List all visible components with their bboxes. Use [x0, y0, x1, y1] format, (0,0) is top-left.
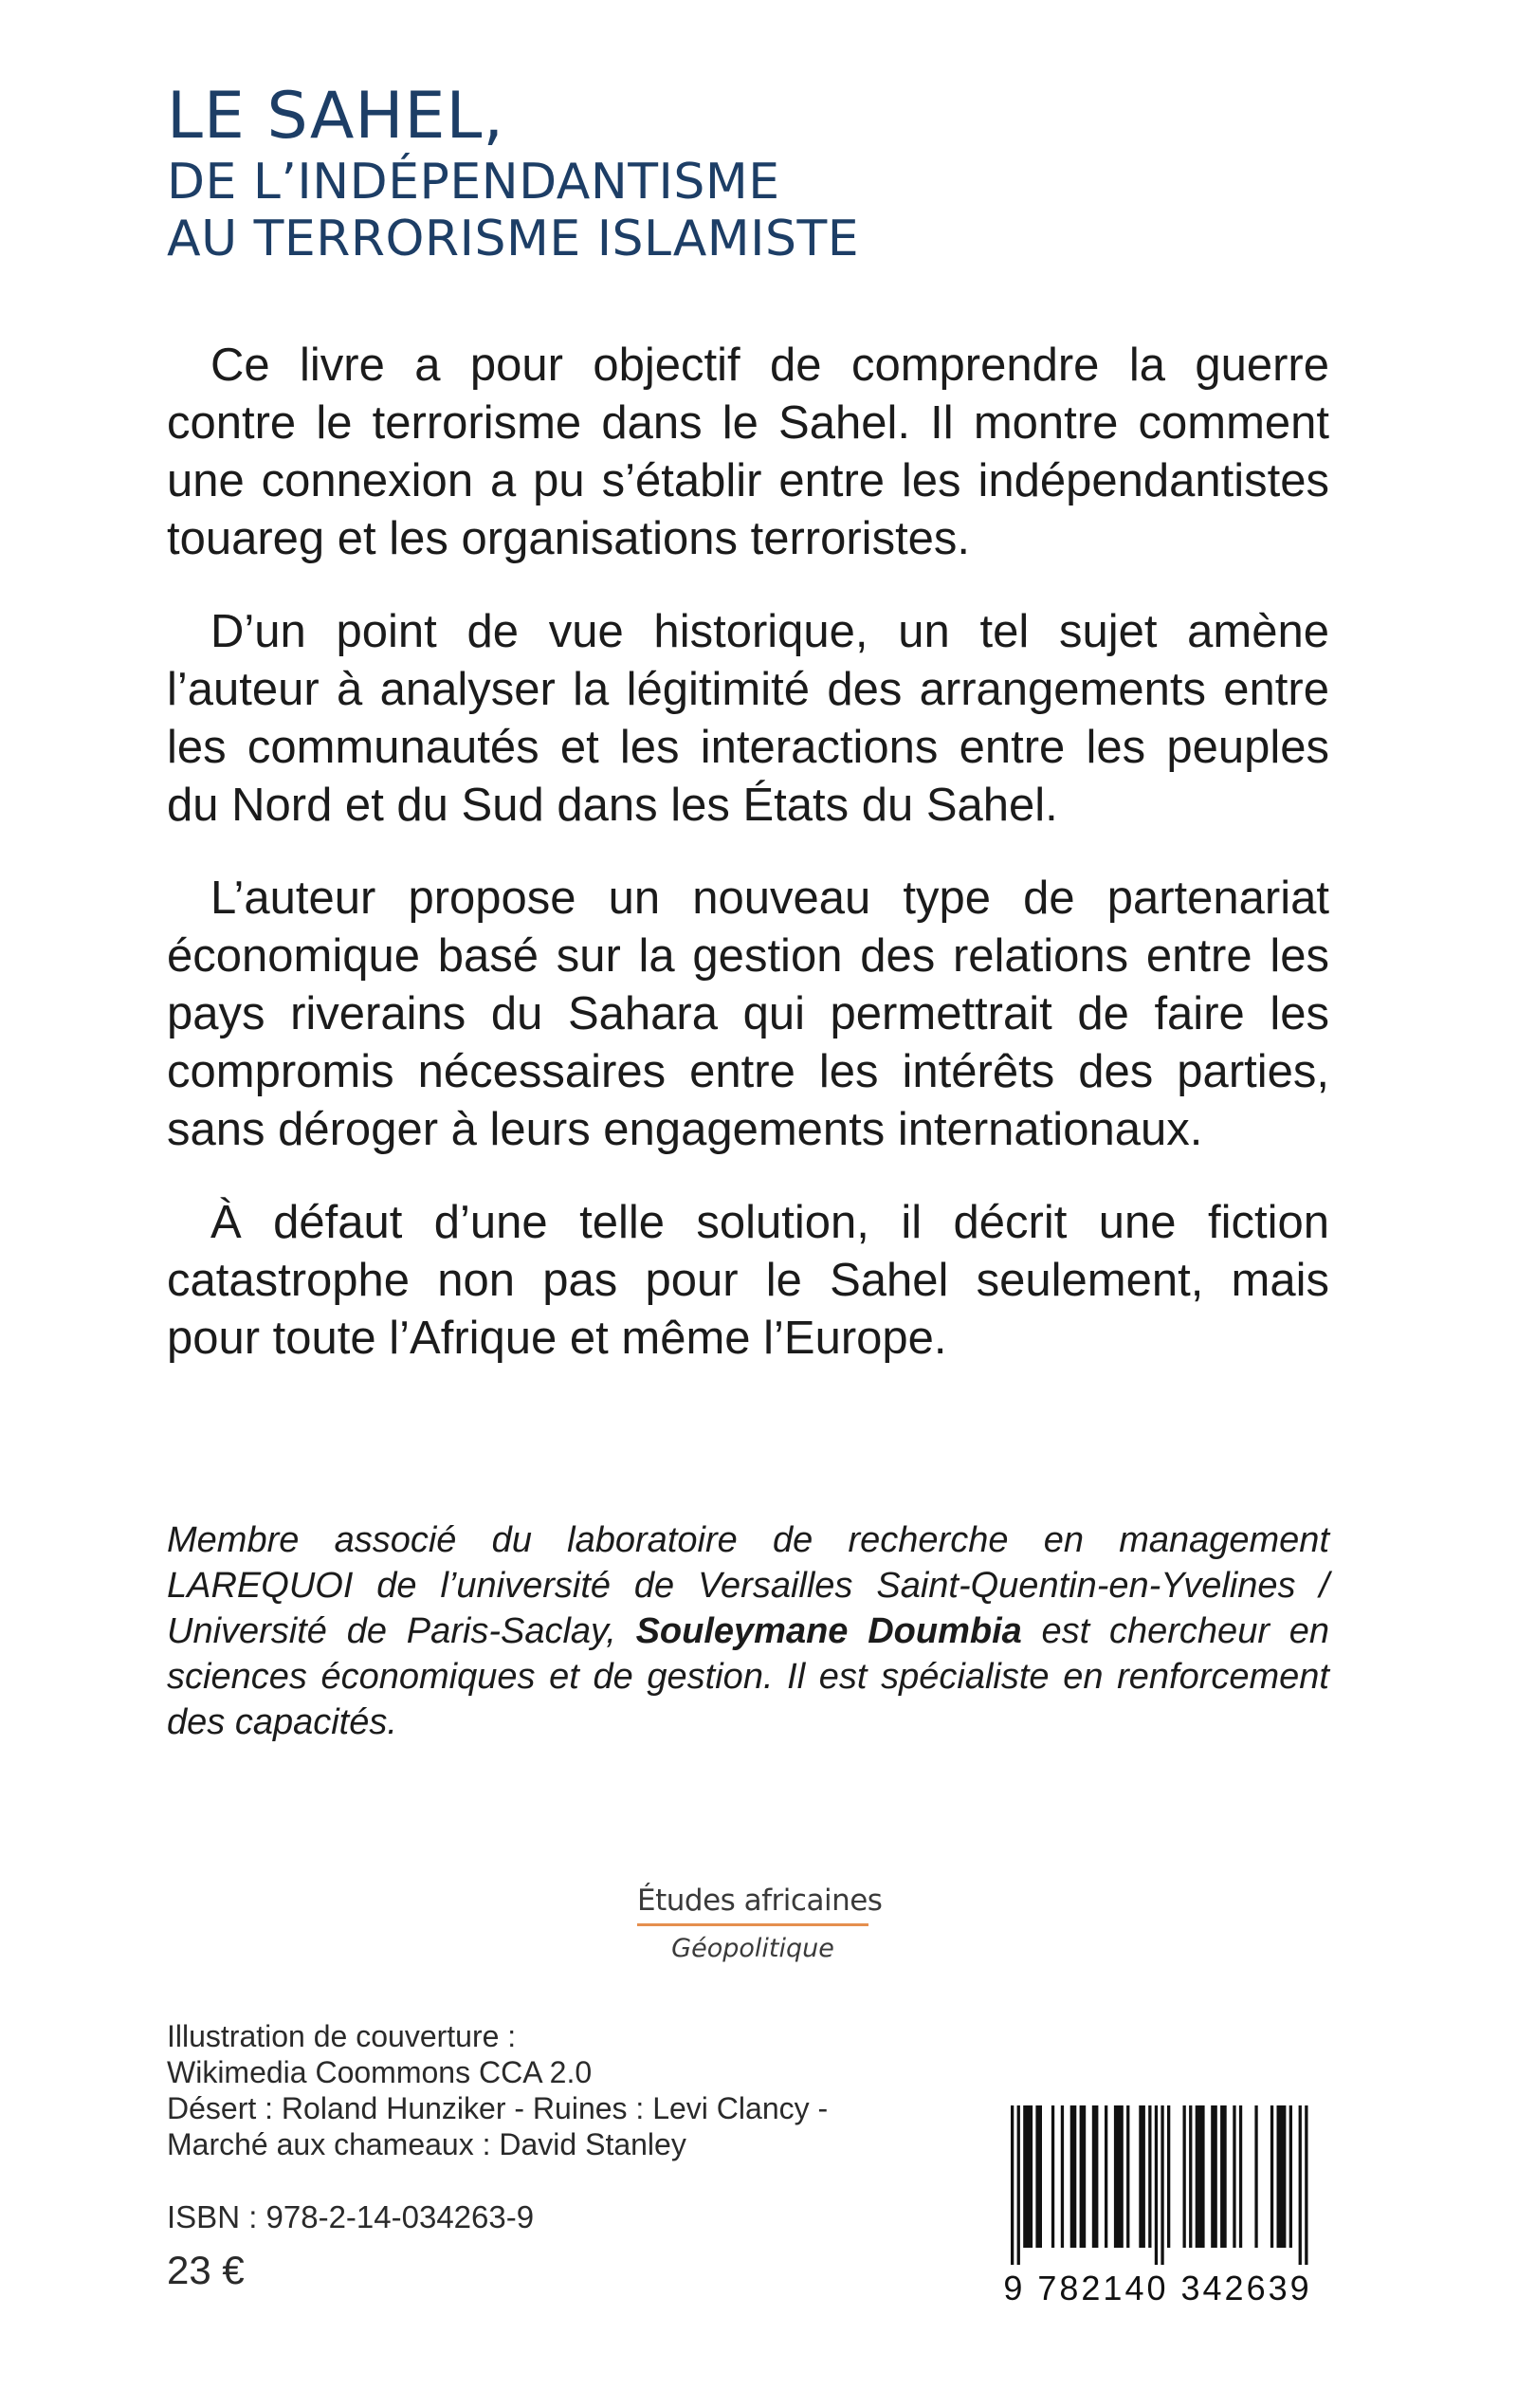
barcode-bar-27	[1289, 2105, 1292, 2248]
cover-credits	[167, 2018, 828, 2162]
barcode-bar-22	[1233, 2105, 1235, 2248]
barcode-bar-19	[1196, 2105, 1205, 2248]
barcode-bar-8	[1092, 2105, 1099, 2248]
blurb-paragraph-2: D’un point de vue historique, un tel sujet amène l’auteur à analyser la légitimité des arrangements entre les communautés et les interactions entre les peuples du Nord et du Sud dans les États du Sahel.	[167, 606, 1329, 831]
bio-text-after: est chercheur en sciences économiques et de gestion. Il est spécialiste en renforcement des capacités.	[167, 1611, 1330, 1742]
author-bio	[167, 1517, 1329, 1745]
barcode-bar-5	[1061, 2105, 1064, 2248]
price: 23 €	[167, 2248, 245, 2292]
barcode	[973, 2105, 1343, 2305]
barcode-bar-28	[1299, 2105, 1302, 2265]
barcode-bar-4	[1051, 2105, 1054, 2248]
barcode-bar-3	[1035, 2105, 1042, 2248]
title-main: LE SAHEL,	[167, 79, 505, 154]
barcode-bar-12	[1139, 2105, 1145, 2248]
barcode-bar-2	[1023, 2105, 1033, 2248]
barcode-bar-9	[1105, 2105, 1107, 2248]
barcode-bar-24	[1254, 2105, 1257, 2248]
barcode-bar-0	[1011, 2105, 1014, 2265]
collection-name: Études africaines	[637, 1884, 868, 1926]
barcode-bar-29	[1305, 2105, 1307, 2265]
barcode-bar-18	[1189, 2105, 1192, 2248]
collection-logo	[637, 1884, 883, 1963]
barcode-bar-17	[1183, 2105, 1186, 2248]
blurb-paragraph-4: À défaut d’une telle solution, il décrit une fiction catastrophe non pas pour le Sahel seulement, mais pour toute l’Afrique et même l’Europe.	[167, 1197, 1329, 1364]
collection-subtitle: Géopolitique	[671, 1934, 834, 1963]
credits-line-2: Wikimedia Coommons CCA 2.0	[167, 2055, 593, 2089]
credits-line-4: Marché aux chameaux : David Stanley	[167, 2127, 686, 2161]
barcode-bar-26	[1277, 2105, 1287, 2248]
isbn: ISBN : 978-2-14-034263-9	[167, 2199, 535, 2234]
blurb	[167, 337, 1329, 1403]
barcode-bar-21	[1220, 2105, 1227, 2248]
barcode-bar-13	[1148, 2105, 1151, 2248]
author-name: Souleymane Doumbia	[635, 1611, 1022, 1651]
credits-line-3: Désert : Roland Hunziker - Ruines : Levi Clancy -	[167, 2091, 829, 2125]
barcode-bar-14	[1155, 2105, 1158, 2265]
barcode-bar-1	[1017, 2105, 1020, 2265]
book-title	[167, 80, 859, 267]
barcode-bar-7	[1080, 2105, 1087, 2248]
title-line-3: AU TERRORISME ISLAMISTE	[167, 211, 860, 267]
barcode-bar-15	[1161, 2105, 1163, 2265]
barcode-bar-10	[1114, 2105, 1124, 2248]
barcode-bar-25	[1270, 2105, 1273, 2248]
bio-text-before: Membre associé du laboratoire de recherche en management LAREQUOI de l’université de Versailles Saint-Quentin-en-Yvelines / Université de Paris-Saclay,	[167, 1520, 1329, 1651]
barcode-digits: 9 782140 342639	[1003, 2269, 1312, 2307]
barcode-bars	[973, 2105, 1343, 2265]
barcode-bar-16	[1167, 2105, 1170, 2248]
blurb-paragraph-3: L’auteur propose un nouveau type de partenariat économique basé sur la gestion des relations entre les pays riverains du Sahara qui permettrait de faire les compromis nécessaires entre les intérêts des parties, sans déroger à leurs engagements internationaux.	[167, 873, 1329, 1155]
barcode-bar-11	[1126, 2105, 1129, 2248]
barcode-bar-23	[1239, 2105, 1242, 2248]
credits-line-1: Illustration de couverture :	[167, 2019, 517, 2053]
title-line-2: DE L’INDÉPENDANTISME	[167, 154, 780, 211]
barcode-bar-6	[1070, 2105, 1077, 2248]
blurb-paragraph-1: Ce livre a pour objectif de comprendre la guerre contre le terrorisme dans le Sahel. Il montre comment une connexion a pu s’établir entre les indépendantistes touareg et les organisations terroristes.	[167, 340, 1329, 564]
barcode-bar-20	[1211, 2105, 1217, 2248]
